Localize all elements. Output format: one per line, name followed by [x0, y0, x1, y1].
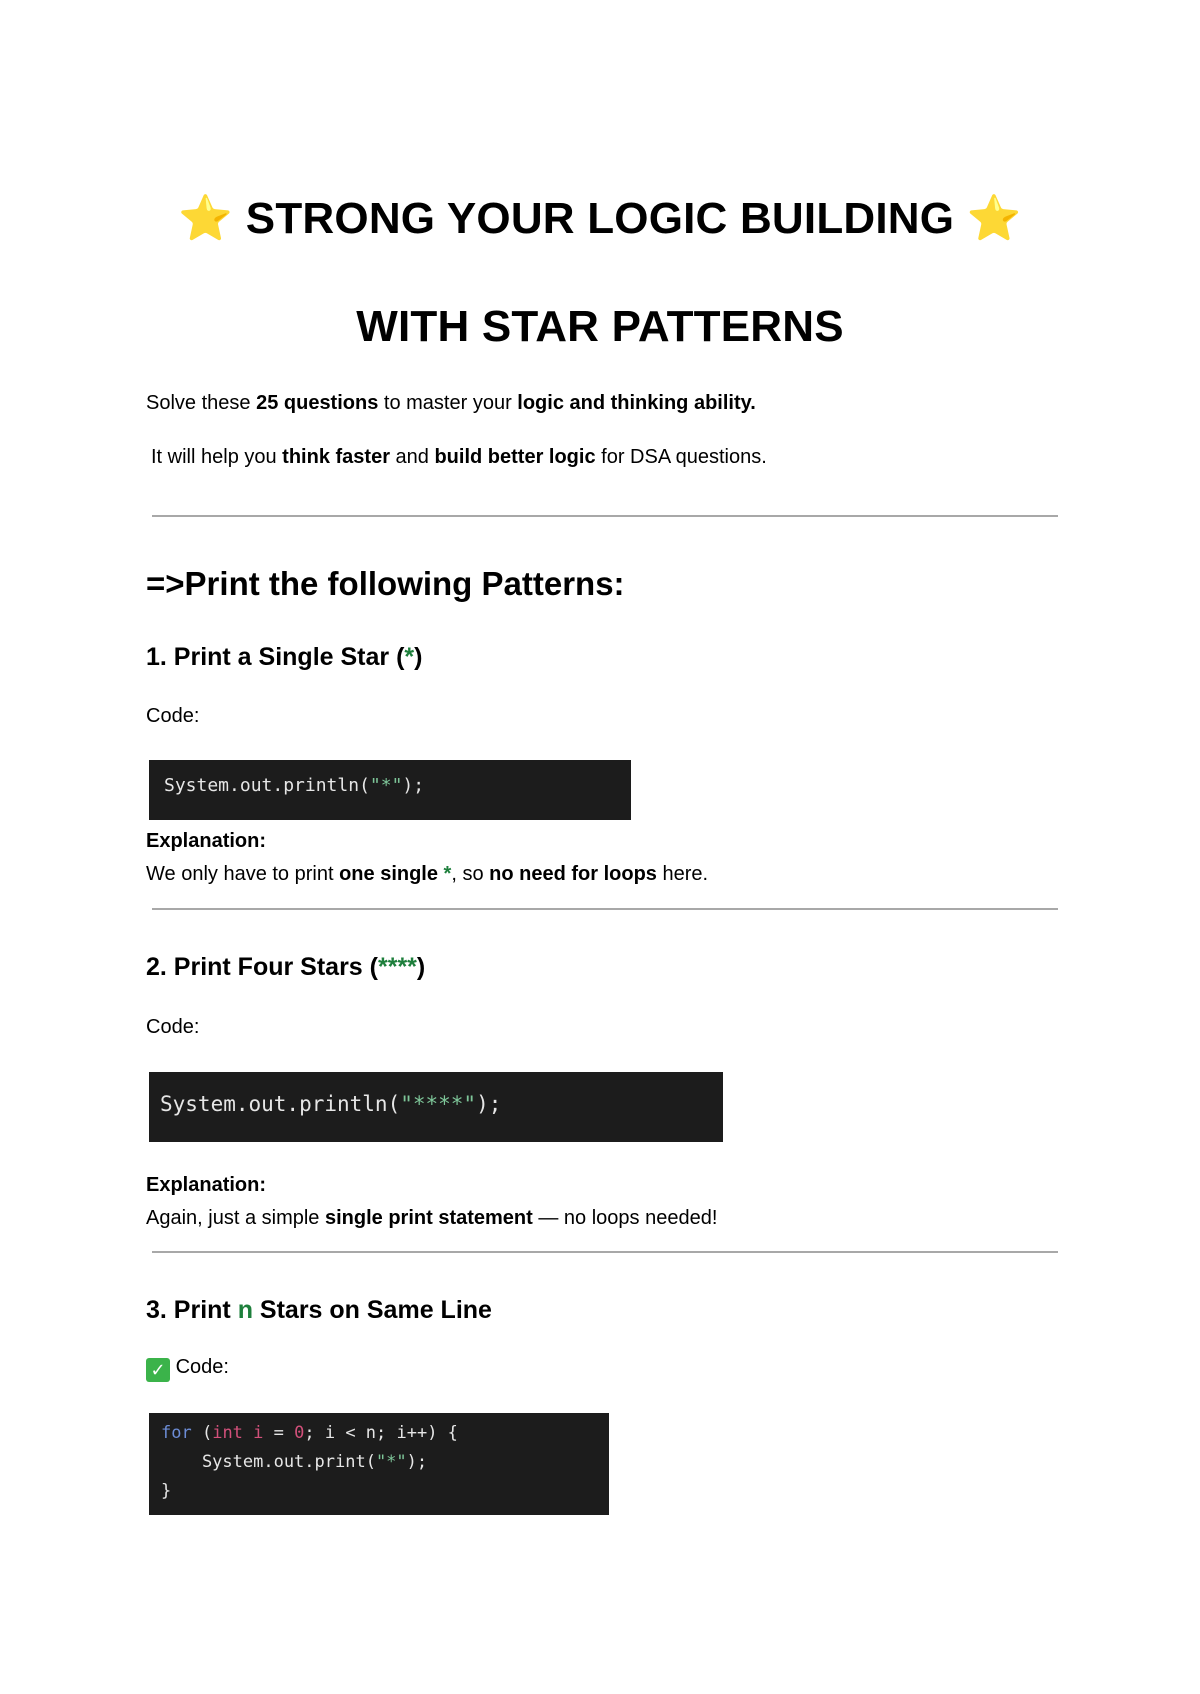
question-1-code-label: Code:	[146, 705, 200, 727]
intro-paragraph-2: It will help you think faster and build better logic for DSA questions.	[151, 446, 767, 468]
question-2-heading: 2. Print Four Stars (****)	[146, 953, 426, 981]
question-1-heading: 1. Print a Single Star (*)	[146, 643, 423, 671]
question-3-code-block	[149, 1413, 609, 1515]
question-1-explanation: We only have to print one single *, so no need for loops here.	[146, 863, 709, 885]
question-1-explanation-label: Explanation:	[146, 830, 267, 852]
section-heading: =>Print the following Patterns:	[146, 565, 625, 602]
intro-paragraph-1: Solve these 25 questions to master your logic and thinking ability.	[146, 392, 756, 414]
code-line: for (int i = 0; i < n; i++) {	[161, 1423, 458, 1443]
divider	[152, 515, 1058, 517]
page-subtitle: WITH STAR PATTERNS	[356, 302, 844, 351]
page-title	[0, 192, 1200, 244]
question-2-code-label: Code:	[146, 1016, 200, 1038]
divider	[152, 908, 1058, 910]
question-3-heading: 3. Print n Stars on Same Line	[146, 1296, 492, 1324]
question-3-code-label: ✓ Code:	[146, 1356, 229, 1382]
question-1-code-block: System.out.println("*");	[149, 760, 631, 820]
question-2-code-block: System.out.println("****");	[149, 1072, 723, 1142]
check-icon: ✓	[146, 1358, 170, 1382]
title-line-1: STRONG YOUR LOGIC BUILDING	[245, 194, 955, 243]
code-line: }	[161, 1481, 172, 1501]
code-line: System.out.print("*");	[161, 1452, 428, 1472]
question-2-explanation: Again, just a simple single print statement — no loops needed!	[146, 1207, 718, 1229]
star-icon: ⭐	[966, 194, 1022, 243]
divider	[152, 1251, 1058, 1253]
star-icon: ⭐	[178, 194, 234, 243]
question-2-explanation-label: Explanation:	[146, 1174, 267, 1196]
